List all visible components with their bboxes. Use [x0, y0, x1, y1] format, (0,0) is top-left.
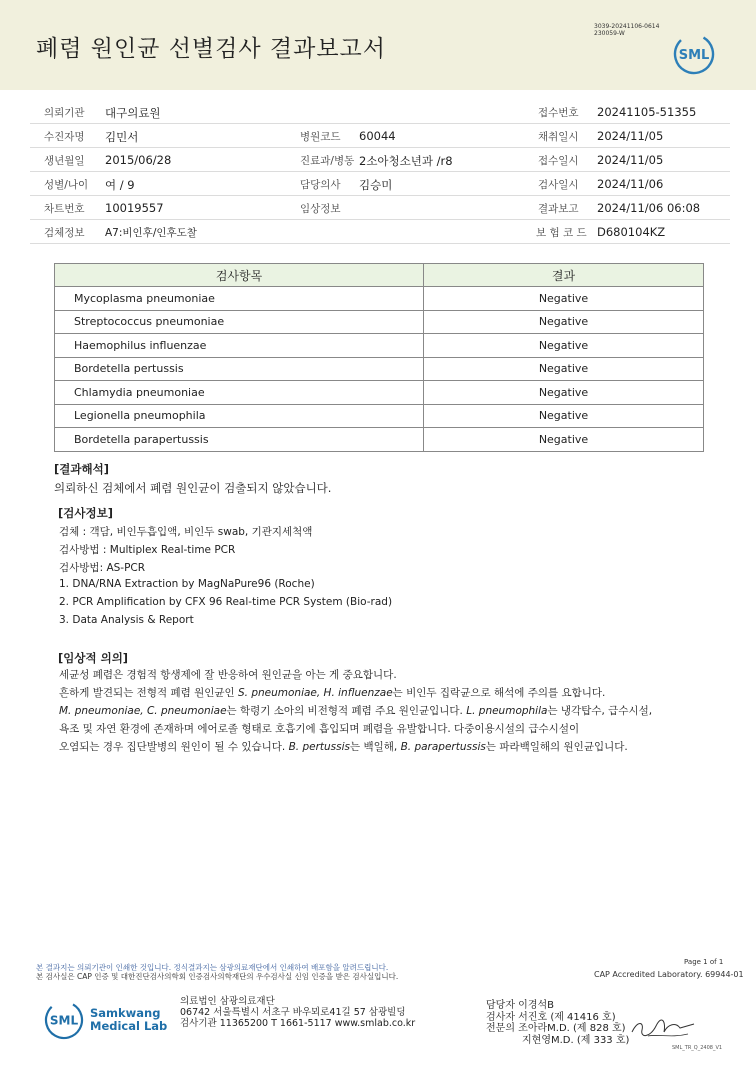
organism-name: M. pneumoniae, C. pneumoniae [59, 705, 227, 717]
staff-line-2: 검사자 서진호 (제 41416 호) [486, 1011, 616, 1023]
document-code-line2: 230059-W [594, 30, 625, 37]
results-header-row [55, 264, 704, 287]
test-result: Negative [424, 381, 704, 405]
table-row [55, 287, 704, 311]
test-result: Negative [424, 428, 704, 452]
dept-label: 진료과/병동 [300, 155, 355, 167]
test-item: Chlamydia pneumoniae [55, 381, 424, 405]
table-row [55, 404, 704, 428]
hospital-code-value: 60044 [359, 129, 396, 143]
report-date-label: 결과보고 [538, 203, 579, 215]
receipt-no-label: 접수번호 [538, 107, 579, 119]
test-item: Mycoplasma pneumoniae [55, 287, 424, 311]
print-notice [36, 963, 456, 981]
interpretation-text: 의뢰하신 검체에서 폐렴 원인균이 검출되지 않았습니다. [54, 481, 332, 495]
test-result: Negative [424, 334, 704, 358]
form-code: SML_TR_Q_2408_V1 [672, 1045, 723, 1051]
organism-name: S. pneumoniae, H. influenzae [237, 687, 393, 699]
clinical-line-1: 세균성 폐렴은 경험적 항생제에 잘 반응하여 원인균을 아는 게 중요합니다. [59, 669, 397, 681]
test-info-line: 2. PCR Amplification by CFX 96 Real-time PCR System (Bio-rad) [59, 596, 393, 608]
table-row [55, 357, 704, 381]
org-line-1: 의료법인 삼광의료재단 [180, 996, 275, 1007]
clinical-title: [임상적 의의] [58, 651, 129, 665]
chart-value: 10019557 [105, 201, 164, 215]
org-line-2: 06742 서울특별시 서초구 바우뫼로41길 57 삼광빌딩 [180, 1007, 406, 1018]
table-row [55, 334, 704, 358]
results-table [54, 263, 704, 452]
test-date-value: 2024/11/06 [597, 177, 664, 191]
page-number: Page 1 of 1 [684, 958, 724, 966]
insurance-code-value: D680104KZ [597, 225, 666, 239]
table-row [55, 428, 704, 452]
test-result: Negative [424, 287, 704, 311]
staff-line-3: 전문의 조아라M.D. (제 828 호) [486, 1023, 626, 1034]
insurance-code-label: 보 험 코 드 [536, 227, 587, 239]
doctor-label: 담당의사 [300, 179, 341, 191]
specimen-value: A7:비인후/인후도찰 [105, 227, 197, 239]
doctor-value: 김승미 [359, 178, 393, 192]
clinical-info-label: 임상정보 [300, 203, 341, 215]
report-date-value: 2024/11/06 06:08 [597, 201, 701, 215]
sex-age-label: 성별/나이 [44, 179, 89, 191]
brand-line-1: Samkwang [90, 1006, 161, 1020]
patient-label: 수진자명 [44, 131, 85, 143]
test-info-line: 1. DNA/RNA Extraction by MagNaPure96 (Roche) [59, 578, 315, 590]
staff-line-1: 담당자 이경석B [486, 1000, 554, 1011]
document-code [594, 23, 659, 37]
staff-line-4: 지현영M.D. (제 333 호) [522, 1034, 630, 1046]
collection-date-label: 채취일시 [538, 131, 579, 143]
sml-footer-logo-icon [44, 1000, 84, 1040]
info-row-5 [30, 196, 730, 220]
test-item: Haemophilus influenzae [55, 334, 424, 358]
test-item: Legionella pneumophila [55, 404, 424, 428]
test-item: Bordetella parapertussis [55, 428, 424, 452]
svg-text:SML: SML [49, 1013, 79, 1028]
notice-line-2: 본 검사실은 CAP 인증 및 대한진단검사의학회 인증검사의학재단의 우수검사실 신임 인증을 받은 검사실입니다. [36, 972, 399, 981]
test-info-line: 3. Data Analysis & Report [59, 614, 194, 626]
test-item: Bordetella pertussis [55, 357, 424, 381]
hospital-code-label: 병원코드 [300, 131, 341, 143]
dept-value: 2소아청소년과 /r8 [359, 154, 453, 168]
info-row-3 [30, 148, 730, 172]
org-line-3: 검사기관 11365200 T 1661-5117 www.smlab.co.kr [180, 1018, 416, 1029]
test-result: Negative [424, 404, 704, 428]
brand-line-2: Medical Lab [90, 1019, 168, 1033]
info-row-1 [30, 100, 730, 124]
birth-value: 2015/06/28 [105, 153, 172, 167]
document-code-line1: 3039-20241106-0614 [594, 23, 660, 30]
receipt-date-value: 2024/11/05 [597, 153, 664, 167]
staff-info [486, 1000, 629, 1046]
info-row-6 [30, 220, 730, 244]
test-result: Negative [424, 310, 704, 334]
clinical-line-4: 욕조 및 자연 환경에 존재하며 에어로졸 형태로 호흡기에 흡입되며 폐렴을 유발합니다. 다중이용시설의 급수시설이 [59, 723, 580, 735]
organization-info [180, 996, 415, 1029]
organism-name: L. pneumophila [466, 705, 548, 717]
signature-icon [628, 1014, 698, 1044]
test-info-line: 검체 : 객담, 비인두흡입액, 비인두 swab, 기관지세척액 [59, 526, 313, 538]
info-row-4 [30, 172, 730, 196]
info-row-2 [30, 124, 730, 148]
footer-brand [90, 1007, 167, 1033]
receipt-date-label: 접수일시 [538, 155, 579, 167]
test-result: Negative [424, 357, 704, 381]
cap-accreditation: CAP Accredited Laboratory. 69944-01 [594, 970, 744, 979]
institution-label: 의뢰기관 [44, 107, 85, 119]
clinical-line-5: 오염되는 경우 집단발병의 원인이 될 수 있습니다. B. pertussis는 백일해, B. parapertussis는 파라백일해의 원인균입니다. [59, 741, 628, 753]
sex-age-value: 여 / 9 [105, 178, 135, 192]
clinical-line-3: M. pneumoniae, C. pneumoniae는 학령기 소아의 비전형적 폐렴 주요 원인균입니다. L. pneumophila는 냉각탑수, 급수시설, [59, 705, 653, 717]
institution-value: 대구의료원 [105, 106, 161, 120]
table-row [55, 381, 704, 405]
test-info-line: 검사방법: AS-PCR [59, 562, 146, 574]
column-header-item: 검사항목 [55, 264, 424, 287]
report-title: 폐렴 원인균 선별검사 결과보고서 [36, 36, 386, 62]
interpretation-title: [결과해석] [54, 462, 109, 476]
test-date-label: 검사일시 [538, 179, 579, 191]
column-header-result: 결과 [424, 264, 704, 287]
clinical-line-2: 흔하게 발견되는 전형적 폐렴 원인균인 S. pneumoniae, H. influenzae는 비인두 집락균으로 해석에 주의를 요합니다. [59, 687, 606, 699]
test-info-title: [검사정보] [58, 506, 113, 520]
test-info-line: 검사방법 : Multiplex Real-time PCR [59, 544, 236, 556]
chart-label: 차트번호 [44, 203, 85, 215]
test-item: Streptococcus pneumoniae [55, 310, 424, 334]
notice-line-1: 본 결과지는 의뢰기관이 인쇄한 것입니다. 정식결과지는 삼광의료재단에서 인쇄하여 배포함을 알려드립니다. [36, 963, 389, 972]
sml-logo-text: SML [678, 48, 710, 63]
organism-name: B. parapertussis [400, 741, 486, 753]
table-row [55, 310, 704, 334]
patient-value: 김민서 [105, 130, 139, 144]
organism-name: B. pertussis [288, 741, 350, 753]
collection-date-value: 2024/11/05 [597, 129, 664, 143]
specimen-label: 검체정보 [44, 227, 85, 239]
sml-logo-icon [673, 33, 715, 75]
report-header [0, 0, 756, 90]
birth-label: 생년월일 [44, 155, 85, 167]
receipt-no-value: 20241105-51355 [597, 105, 697, 119]
